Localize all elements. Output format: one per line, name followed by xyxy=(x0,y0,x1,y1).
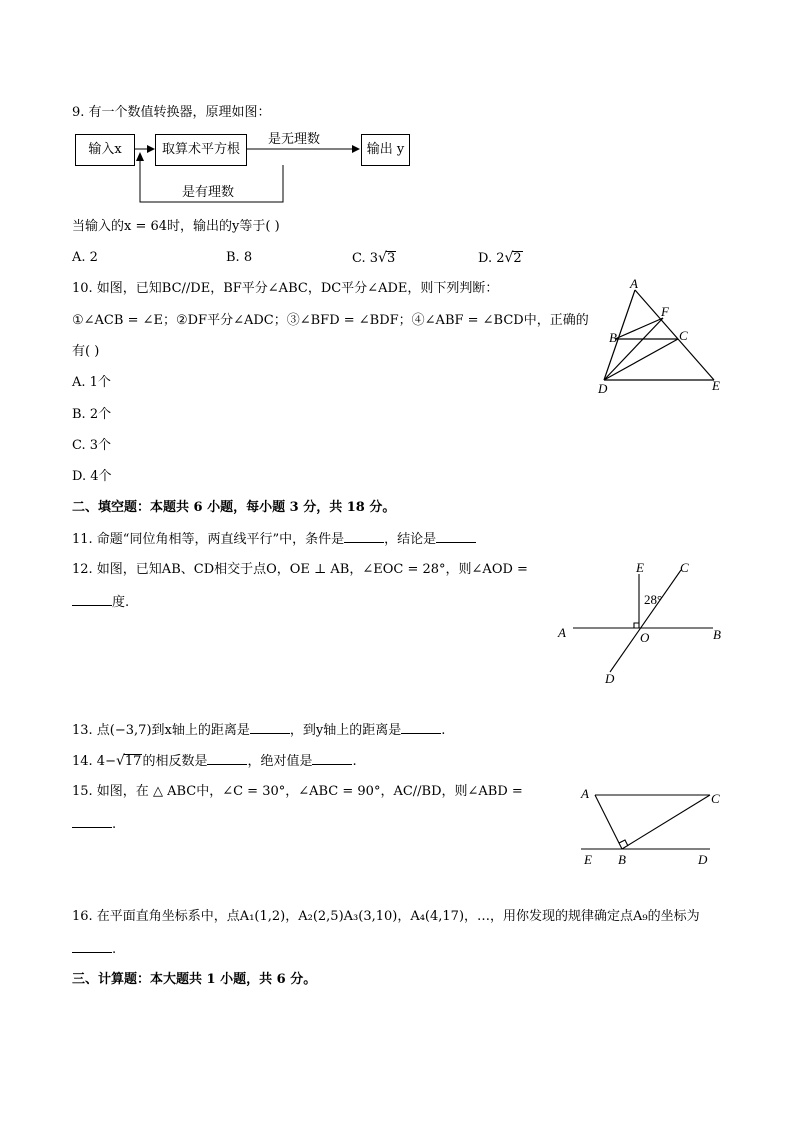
q12-figure xyxy=(555,560,735,690)
q15-label-c: C xyxy=(711,791,720,806)
q15-label-a: A xyxy=(581,786,589,801)
flow-input-box: 输入x xyxy=(75,134,135,166)
q10-label-d: D xyxy=(598,381,608,396)
flow-irrational-label: 是无理数 xyxy=(268,132,321,147)
q10-label-e: E xyxy=(712,378,720,393)
q11-blank-condition[interactable] xyxy=(344,530,384,543)
q13-blank-x[interactable] xyxy=(250,721,290,734)
q12-label-c: C xyxy=(680,560,689,575)
q14-blank-abs[interactable] xyxy=(312,752,352,765)
q15-label-e: E xyxy=(584,852,592,867)
q10-line2: ①∠ACB = ∠E；②DF平分∠ADC；③∠BFD = ∠BDF；④∠ABF = ∠BCD中，正确的 xyxy=(72,313,589,328)
q10-label-b: B xyxy=(609,330,617,345)
section3-heading: 三、计算题：本大题共 1 小题，共 6 分。 xyxy=(72,972,317,987)
q9-option-d-radicand: 2 xyxy=(513,251,522,266)
q13-text-c: . xyxy=(441,723,446,738)
q9-option-d[interactable]: D. 2√2 xyxy=(478,250,522,266)
q9-option-c-radicand: 3 xyxy=(386,251,396,266)
q12-label-e: E xyxy=(636,560,644,575)
q10-option-b[interactable]: B. 2个 xyxy=(72,407,112,422)
q15-line2-suffix: . xyxy=(112,817,117,832)
q10-label-c: C xyxy=(679,328,688,343)
q12-label-d: D xyxy=(605,671,615,686)
q9-option-c-prefix: C. 3 xyxy=(352,251,379,266)
flow-output-box: 输出 y xyxy=(361,134,410,166)
q13-text-b: ，到y轴上的距离是 xyxy=(289,723,402,738)
q13-line xyxy=(72,721,445,740)
q10-label-a: A xyxy=(630,276,638,291)
q9-question: 当输入的x = 64时，输出的y等于( ) xyxy=(72,219,280,234)
q10-figure xyxy=(590,278,740,408)
q9-option-a[interactable]: A. 2 xyxy=(72,250,98,265)
q16-line1: 16. 在平面直角坐标系中，点A₁(1,2)，A₂(2,5)A₃(3,10)，A₄(4,17)，…，用你发现的规律确定点A₉的坐标为 xyxy=(72,909,700,924)
q13-blank-y[interactable] xyxy=(401,721,441,734)
q15-figure xyxy=(578,782,738,872)
q11-blank-conclusion[interactable] xyxy=(436,530,476,543)
q10-label-f: F xyxy=(661,304,669,319)
q9-option-d-prefix: D. 2 xyxy=(478,251,505,266)
q16-line2 xyxy=(72,940,116,959)
q12-line1: 12. 如图，已知AB、CD相交于点O，OE ⊥ AB，∠EOC = 28°，则∠AOD = xyxy=(72,562,528,577)
q12-label-a: A xyxy=(558,625,566,640)
q14-text-b: ，绝对值是 xyxy=(247,754,313,769)
q10-line1: 10. 如图，已知BC//DE，BF平分∠ABC，DC平分∠ADE，则下列判断： xyxy=(72,281,499,296)
q9-option-c[interactable]: C. 3√3 xyxy=(352,250,396,266)
q14-radicand: 17 xyxy=(124,754,142,769)
q15-label-d: D xyxy=(698,852,708,867)
q12-label-o: O xyxy=(640,630,650,645)
q14-line: 14. 4−√17的相反数是 ，绝对值是 . xyxy=(72,753,357,769)
q9-option-b[interactable]: B. 8 xyxy=(226,250,253,265)
q14-blank-opposite[interactable] xyxy=(207,752,247,765)
q12-line2-suffix: 度. xyxy=(112,595,130,610)
q10-option-a[interactable]: A. 1个 xyxy=(72,375,111,390)
section2-heading: 二、填空题：本题共 6 小题，每小题 3 分，共 18 分。 xyxy=(72,500,396,515)
flow-arrows xyxy=(0,0,794,220)
q9-stem: 9. 有一个数值转换器，原理如图： xyxy=(72,105,271,120)
q12-line2 xyxy=(72,593,129,612)
q15-label-b: B xyxy=(618,852,626,867)
flow-process-box: 取算术平方根 xyxy=(155,134,247,166)
flow-rational-label: 是有理数 xyxy=(182,185,235,200)
q11-line xyxy=(72,530,476,549)
q15-line1: 15. 如图，在 △ ABC中，∠C = 30°，∠ABC = 90°，AC//BD，则∠ABD = xyxy=(72,784,523,799)
q11-text-a: 11. 命题“同位角相等，两直线平行”中，条件是 xyxy=(72,532,345,547)
q15-line2 xyxy=(72,815,116,834)
q13-text-a: 13. 点(−3,7)到x轴上的距离是 xyxy=(72,723,250,738)
q16-line2-suffix: . xyxy=(112,942,117,957)
q15-blank-abd[interactable] xyxy=(72,815,112,828)
q16-blank-a9[interactable] xyxy=(72,940,112,953)
q11-text-b: ，结论是 xyxy=(384,532,437,547)
q10-option-c[interactable]: C. 3个 xyxy=(72,438,112,453)
q14-text-a: 的相反数是 xyxy=(142,754,208,769)
q10-option-d[interactable]: D. 4个 xyxy=(72,469,112,484)
q12-blank-aod[interactable] xyxy=(72,593,112,606)
q10-line3: 有( ) xyxy=(72,344,100,359)
q14-text-c: . xyxy=(352,754,357,769)
q12-label-b: B xyxy=(713,627,721,642)
q12-angle-label: 28° xyxy=(644,592,663,607)
q14-prefix: 14. 4− xyxy=(72,754,116,769)
